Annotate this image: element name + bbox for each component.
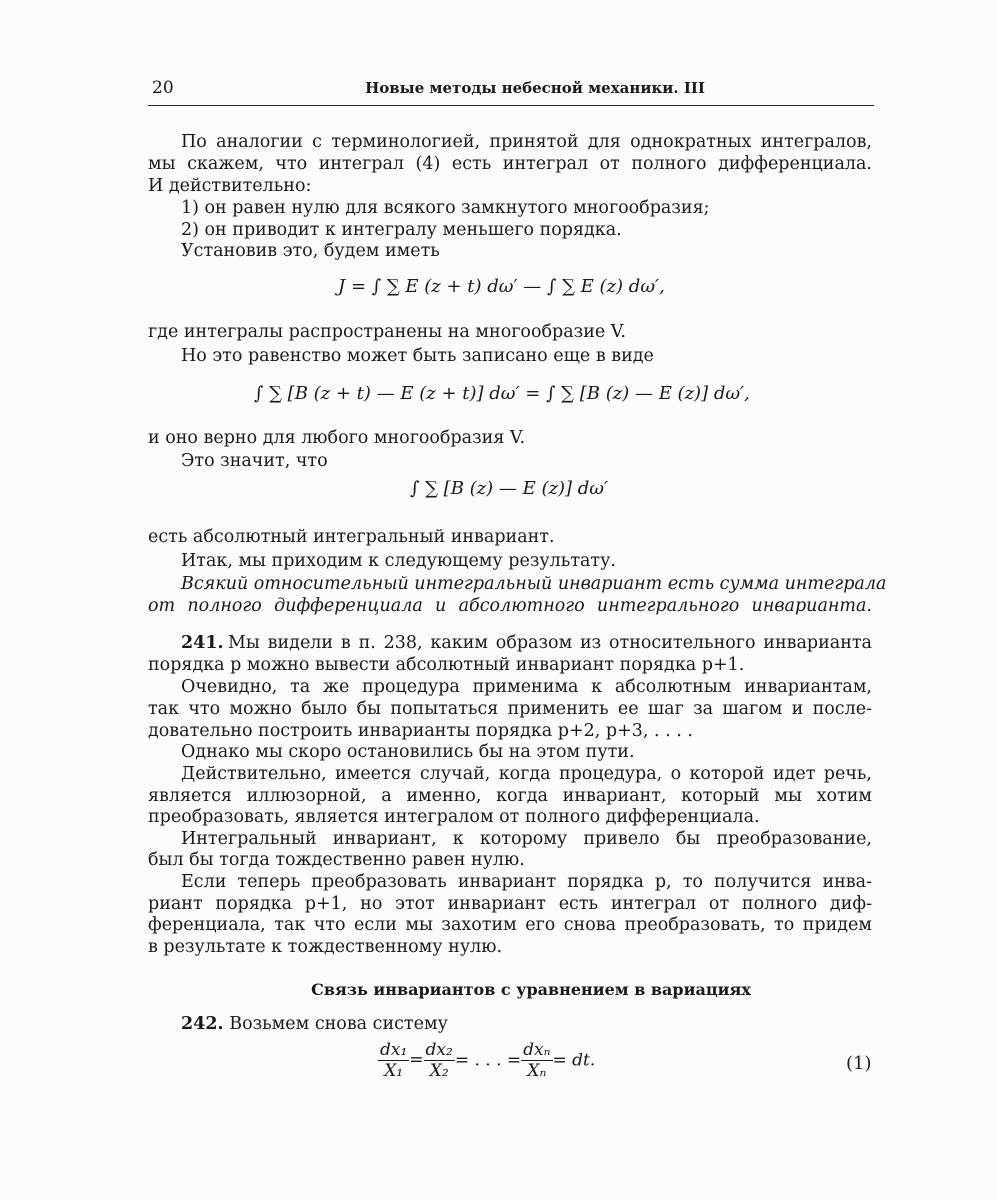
formula-1: J = ∫ ∑ E (z + t) dω′ — ∫ ∑ E (z) dω′, [338, 276, 665, 297]
section-242-number: 242. [181, 1014, 224, 1034]
fraction: $\frac{\text{dx₁}}{\text{X₁}}$ [380, 1040, 408, 1081]
text-line: мы скажем, что интеграл (4) есть интеграл от полного дифференциала. [148, 154, 872, 174]
formula-2: ∫ ∑ [B (z + t) — E (z + t)] dω′ = ∫ ∑ [B (z) — E (z)] dω′, [254, 383, 750, 404]
text-line: Однако мы скоро остановились бы на этом пути. [181, 742, 635, 762]
theorem-line: Всякий относительный интегральный инвариант есть сумма интеграла [181, 574, 887, 594]
text-line: Но это равенство может быть записано еще в виде [181, 346, 654, 366]
text-line: Если теперь преобразовать инвариант порядка p, то получится инва- [181, 872, 872, 892]
list-item: 1) он равен нулю для всякого замкнутого многообразия; [181, 198, 710, 218]
text-line: Установив это, будем иметь [181, 241, 440, 261]
text-line: порядка p можно вывести абсолютный инвариант порядка p+1. [148, 655, 745, 675]
text-line: По аналогии с терминологией, принятой для однократных интегралов, [181, 132, 872, 152]
equation-number: (1) [846, 1053, 872, 1074]
text-line: Интегральный инвариант, к которому привело бы преобразование, [181, 829, 872, 849]
text-line: Это значит, что [181, 451, 328, 471]
text-line: риант порядка p+1, но этот инвариант есть интеграл от полного диф- [148, 894, 872, 914]
page-number: 20 [152, 78, 174, 98]
section-241-number: 241. [181, 633, 224, 653]
section-title: Связь инвариантов с уравнением в вариациях [311, 980, 751, 999]
fraction: $\frac{\text{dx₂}}{\text{X₂}}$ [425, 1040, 453, 1081]
equation-1: $\frac{\text{dx₁}}{\text{X₁}}$ = $\frac{\text{dx₂}}{\text{X₂}}$ = . . . = $\frac{\text{dxₙ}}{\text{Xₙ}}$ = dt. [380, 1040, 596, 1081]
page-header [148, 76, 874, 106]
list-item: 2) он приводит к интегралу меньшего порядка. [181, 220, 622, 240]
section-number [181, 633, 224, 653]
text-line: в результате к тождественному нулю. [148, 937, 503, 957]
formula-3: ∫ ∑ [B (z) — E (z)] dω′ [410, 478, 609, 499]
equation-tail: = dt. [552, 1050, 596, 1071]
section-242-text: Возьмем снова систему [229, 1014, 448, 1034]
theorem-line: от полного дифференциала и абсолютного интегрального инварианта. [148, 596, 872, 616]
text-line: преобразовать, является интегралом от полного дифференциала. [148, 807, 760, 827]
text-line: является иллюзорной, а именно, когда инвариант, который мы хотим [148, 786, 872, 806]
text-line: ференциала, так что если мы захотим его снова преобразовать, то придем [148, 915, 872, 935]
text-line: Очевидно, та же процедура применима к абсолютным инвариантам, [181, 677, 872, 697]
text-line: где интегралы распространены на многообразие V. [148, 322, 626, 342]
section-242-line [181, 1014, 448, 1034]
text-line: Действительно, имеется случай, когда процедура, о которой идет речь, [181, 764, 872, 784]
text-line: есть абсолютный интегральный инвариант. [148, 527, 555, 547]
text-line: так что можно было бы попытаться применить ее шаг за шагом и после- [148, 699, 872, 719]
text-line: И действительно: [148, 176, 312, 196]
text-line: Мы видели в п. 238, каким образом из относительного инварианта [228, 633, 872, 653]
header-rule [148, 105, 874, 106]
fraction: $\frac{\text{dxₙ}}{\text{Xₙ}}$ [523, 1040, 551, 1081]
equation-ellipsis: = . . . = [454, 1050, 522, 1071]
running-title: Новые методы небесной механики. III [365, 79, 705, 97]
text-line: Итак, мы приходим к следующему результату. [181, 551, 616, 571]
text-line: довательно построить инварианты порядка p+2, p+3, . . . . [148, 721, 693, 741]
text-line: был бы тогда тождественно равен нулю. [148, 850, 525, 870]
text-line: и оно верно для любого многообразия V. [148, 428, 526, 448]
